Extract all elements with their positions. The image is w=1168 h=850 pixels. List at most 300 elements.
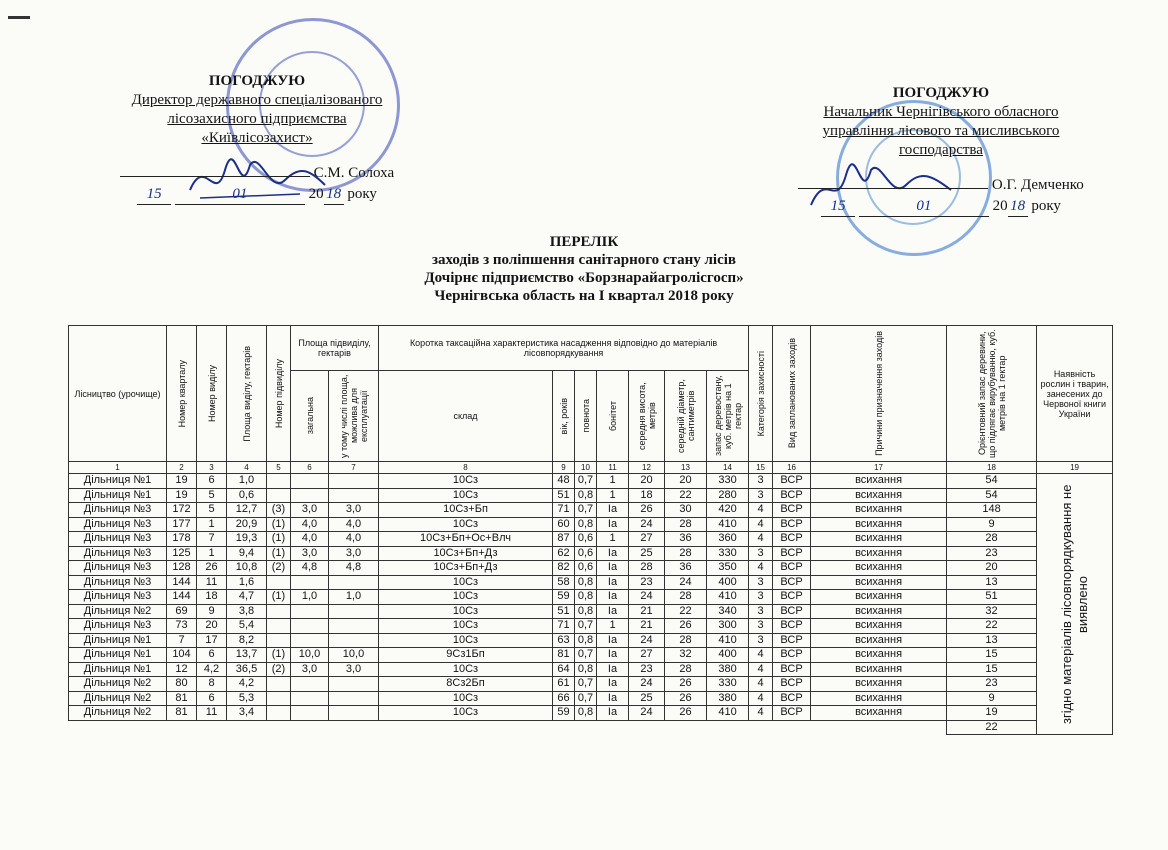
cell-age: 59 bbox=[553, 706, 575, 721]
cell-sub-exploit: 1,0 bbox=[329, 590, 379, 605]
cell-bonitet: Іа bbox=[597, 633, 629, 648]
cell-empty bbox=[197, 720, 227, 735]
cell-stock: 330 bbox=[707, 546, 749, 561]
cell-volume: 19 bbox=[947, 706, 1037, 721]
cell-area: 13,7 bbox=[227, 648, 267, 663]
cell-protection: 4 bbox=[749, 691, 773, 706]
cell-sub: (1) bbox=[267, 546, 291, 561]
cell-area: 10,8 bbox=[227, 561, 267, 576]
cell-measure: ВСР bbox=[773, 474, 811, 489]
table-row bbox=[69, 648, 1113, 663]
cell-quarter: 178 bbox=[167, 532, 197, 547]
column-number: 7 bbox=[329, 462, 379, 474]
redbook-note: згідно матеріалів лісовпорядкування не виявлено bbox=[1058, 484, 1090, 724]
cell-compartment: 11 bbox=[197, 575, 227, 590]
cell-area: 20,9 bbox=[227, 517, 267, 532]
cell-composition: 10Сз bbox=[379, 633, 553, 648]
cell-height: 23 bbox=[629, 575, 665, 590]
cell-quarter: 7 bbox=[167, 633, 197, 648]
cell-compartment: 1 bbox=[197, 517, 227, 532]
cell-composition: 10Сз+Бп bbox=[379, 503, 553, 518]
table-row-extra bbox=[69, 720, 1113, 735]
cell-density: 0,6 bbox=[575, 546, 597, 561]
cell-volume: 54 bbox=[947, 488, 1037, 503]
table-row bbox=[69, 546, 1113, 561]
cell-volume: 51 bbox=[947, 590, 1037, 605]
header-sub-area: Площа підвиділу, гектарів bbox=[291, 326, 379, 371]
cell-reason: всихання bbox=[811, 590, 947, 605]
header-protection: Категорія захисності bbox=[749, 326, 773, 462]
header-stock: запас деревостану, куб. метрів на 1 гектар bbox=[707, 371, 749, 462]
cell-age: 60 bbox=[553, 517, 575, 532]
header-composition: склад bbox=[379, 371, 553, 462]
cell-sub bbox=[267, 691, 291, 706]
cell-age: 81 bbox=[553, 648, 575, 663]
cell-bonitet: Іа bbox=[597, 561, 629, 576]
cell-density: 0,7 bbox=[575, 691, 597, 706]
column-number: 16 bbox=[773, 462, 811, 474]
cell-age: 58 bbox=[553, 575, 575, 590]
cell-sub-exploit: 4,0 bbox=[329, 532, 379, 547]
cell-volume: 20 bbox=[947, 561, 1037, 576]
table-row bbox=[69, 633, 1113, 648]
cell-sub-total bbox=[291, 677, 329, 692]
cell-quarter: 177 bbox=[167, 517, 197, 532]
cell-protection: 4 bbox=[749, 662, 773, 677]
cell-volume: 22 bbox=[947, 720, 1037, 735]
date-row-right bbox=[786, 197, 1096, 217]
cell-sub-exploit: 3,0 bbox=[329, 546, 379, 561]
cell-composition: 10Сз bbox=[379, 619, 553, 634]
cell-sub bbox=[267, 706, 291, 721]
cell-compartment: 17 bbox=[197, 633, 227, 648]
cell-protection: 4 bbox=[749, 561, 773, 576]
cell-reason: всихання bbox=[811, 474, 947, 489]
cell-reason: всихання bbox=[811, 619, 947, 634]
cell-bonitet: Іа bbox=[597, 590, 629, 605]
cell-age: 51 bbox=[553, 488, 575, 503]
cell-volume: 9 bbox=[947, 517, 1037, 532]
table-row bbox=[69, 619, 1113, 634]
cell-sub bbox=[267, 619, 291, 634]
document-title bbox=[300, 233, 868, 305]
cell-density: 0,8 bbox=[575, 662, 597, 677]
cell-measure: ВСР bbox=[773, 575, 811, 590]
column-number: 11 bbox=[597, 462, 629, 474]
cell-density: 0,8 bbox=[575, 488, 597, 503]
cell-stock: 280 bbox=[707, 488, 749, 503]
cell-sub: (1) bbox=[267, 590, 291, 605]
signer-name-left: С.М. Солоха bbox=[313, 165, 395, 181]
cell-sub-exploit bbox=[329, 706, 379, 721]
cell-stock: 420 bbox=[707, 503, 749, 518]
cell-sub-exploit bbox=[329, 677, 379, 692]
cell-stock: 400 bbox=[707, 575, 749, 590]
cell-stock: 380 bbox=[707, 691, 749, 706]
cell-diameter: 36 bbox=[665, 532, 707, 547]
cell-area: 12,7 bbox=[227, 503, 267, 518]
cell-quarter: 81 bbox=[167, 706, 197, 721]
cell-volume: 54 bbox=[947, 474, 1037, 489]
cell-measure: ВСР bbox=[773, 604, 811, 619]
cell-bonitet: Іа bbox=[597, 503, 629, 518]
approval-line1-left: Директор державного спеціалізованого bbox=[131, 92, 383, 108]
column-number: 14 bbox=[707, 462, 749, 474]
cell-age: 59 bbox=[553, 590, 575, 605]
cell-density: 0,8 bbox=[575, 633, 597, 648]
cell-sub-total: 3,0 bbox=[291, 546, 329, 561]
cell-sub-total: 4,0 bbox=[291, 532, 329, 547]
cell-volume: 13 bbox=[947, 633, 1037, 648]
cell-forestry: Дільниця №2 bbox=[69, 604, 167, 619]
cell-forestry: Дільниця №2 bbox=[69, 706, 167, 721]
cell-quarter: 80 bbox=[167, 677, 197, 692]
cell-quarter: 125 bbox=[167, 546, 197, 561]
cell-height: 21 bbox=[629, 604, 665, 619]
cell-reason: всихання bbox=[811, 561, 947, 576]
cell-quarter: 12 bbox=[167, 662, 197, 677]
cell-bonitet: Іа bbox=[597, 546, 629, 561]
cell-density: 0,8 bbox=[575, 517, 597, 532]
cell-area: 5,4 bbox=[227, 619, 267, 634]
cell-area: 4,7 bbox=[227, 590, 267, 605]
date-day-left: 15 bbox=[137, 185, 171, 205]
cell-composition: 10Сз bbox=[379, 575, 553, 590]
measures-table bbox=[68, 325, 1113, 735]
approval-heading-left: ПОГОДЖУЮ bbox=[208, 73, 306, 89]
cell-height: 24 bbox=[629, 633, 665, 648]
cell-sub bbox=[267, 604, 291, 619]
cell-measure: ВСР bbox=[773, 503, 811, 518]
cell-sub: (1) bbox=[267, 532, 291, 547]
cell-empty bbox=[665, 720, 707, 735]
cell-reason: всихання bbox=[811, 691, 947, 706]
cell-stock: 410 bbox=[707, 517, 749, 532]
cell-measure: ВСР bbox=[773, 619, 811, 634]
approval-line2-right: управління лісового та мисливського bbox=[822, 123, 1060, 139]
signature-blank-right bbox=[798, 174, 988, 189]
cell-sub-total bbox=[291, 633, 329, 648]
cell-sub-exploit bbox=[329, 474, 379, 489]
table-row bbox=[69, 488, 1113, 503]
column-number: 13 bbox=[665, 462, 707, 474]
cell-age: 61 bbox=[553, 677, 575, 692]
cell-sub-total bbox=[291, 691, 329, 706]
column-number: 1 bbox=[69, 462, 167, 474]
date-day-right: 15 bbox=[821, 197, 855, 217]
cell-volume: 22 bbox=[947, 619, 1037, 634]
cell-empty bbox=[167, 720, 197, 735]
cell-measure: ВСР bbox=[773, 517, 811, 532]
date-year-prefix-left: 20 bbox=[308, 186, 324, 202]
approval-line1-right: Начальник Чернігівського обласного bbox=[823, 104, 1059, 120]
cell-reason: всихання bbox=[811, 503, 947, 518]
cell-area: 3,8 bbox=[227, 604, 267, 619]
cell-protection: 3 bbox=[749, 590, 773, 605]
cell-sub: (1) bbox=[267, 648, 291, 663]
cell-protection: 4 bbox=[749, 517, 773, 532]
cell-quarter: 19 bbox=[167, 488, 197, 503]
cell-density: 0,8 bbox=[575, 706, 597, 721]
cell-diameter: 26 bbox=[665, 691, 707, 706]
cell-sub-exploit: 4,8 bbox=[329, 561, 379, 576]
cell-measure: ВСР bbox=[773, 633, 811, 648]
cell-sub-exploit bbox=[329, 488, 379, 503]
cell-protection: 4 bbox=[749, 648, 773, 663]
cell-quarter: 144 bbox=[167, 590, 197, 605]
date-year-prefix-right: 20 bbox=[992, 198, 1008, 214]
date-year-suffix-right: 18 bbox=[1008, 197, 1028, 217]
cell-density: 0,8 bbox=[575, 590, 597, 605]
cell-reason: всихання bbox=[811, 546, 947, 561]
cell-stock: 380 bbox=[707, 662, 749, 677]
header-forestry: Лісництво (урочище) bbox=[69, 326, 167, 462]
cell-bonitet: 1 bbox=[597, 474, 629, 489]
title-line1: ПЕРЕЛІК bbox=[549, 234, 619, 250]
cell-empty bbox=[379, 720, 553, 735]
cell-density: 0,7 bbox=[575, 474, 597, 489]
cell-height: 26 bbox=[629, 503, 665, 518]
cell-density: 0,8 bbox=[575, 575, 597, 590]
cell-height: 24 bbox=[629, 706, 665, 721]
cell-measure: ВСР bbox=[773, 648, 811, 663]
cell-forestry: Дільниця №3 bbox=[69, 619, 167, 634]
cell-measure: ВСР bbox=[773, 662, 811, 677]
cell-compartment: 5 bbox=[197, 488, 227, 503]
column-number: 9 bbox=[553, 462, 575, 474]
cell-area: 0,6 bbox=[227, 488, 267, 503]
cell-height: 24 bbox=[629, 590, 665, 605]
cell-composition: 10Сз+Бп+Дз bbox=[379, 561, 553, 576]
cell-empty bbox=[811, 720, 947, 735]
cell-area: 1,0 bbox=[227, 474, 267, 489]
cell-compartment: 9 bbox=[197, 604, 227, 619]
cell-sub: (3) bbox=[267, 503, 291, 518]
cell-forestry: Дільниця №3 bbox=[69, 517, 167, 532]
cell-sub-exploit bbox=[329, 575, 379, 590]
cell-age: 62 bbox=[553, 546, 575, 561]
cell-stock: 410 bbox=[707, 633, 749, 648]
cell-bonitet: Іа bbox=[597, 575, 629, 590]
cell-diameter: 28 bbox=[665, 590, 707, 605]
header-area: Площа виділу, гектарів bbox=[227, 326, 267, 462]
cell-height: 23 bbox=[629, 662, 665, 677]
redbook-note-cell bbox=[1037, 474, 1113, 735]
header-diameter: середній діаметр, сантиметрів bbox=[665, 371, 707, 462]
approval-block-right bbox=[786, 84, 1096, 217]
cell-quarter: 73 bbox=[167, 619, 197, 634]
cell-forestry: Дільниця №3 bbox=[69, 546, 167, 561]
cell-reason: всихання bbox=[811, 575, 947, 590]
cell-composition: 10Сз bbox=[379, 488, 553, 503]
cell-reason: всихання bbox=[811, 662, 947, 677]
cell-compartment: 8 bbox=[197, 677, 227, 692]
cell-empty bbox=[291, 720, 329, 735]
cell-density: 0,6 bbox=[575, 532, 597, 547]
cell-sub: (2) bbox=[267, 662, 291, 677]
cell-protection: 3 bbox=[749, 488, 773, 503]
cell-age: 66 bbox=[553, 691, 575, 706]
cell-area: 4,2 bbox=[227, 677, 267, 692]
cell-height: 24 bbox=[629, 677, 665, 692]
approval-line3-right: господарства bbox=[899, 142, 983, 158]
cell-density: 0,7 bbox=[575, 619, 597, 634]
approval-block-left bbox=[92, 72, 422, 205]
cell-age: 87 bbox=[553, 532, 575, 547]
cell-sub-total bbox=[291, 474, 329, 489]
cell-sub: (1) bbox=[267, 517, 291, 532]
cell-bonitet: Іа bbox=[597, 648, 629, 663]
cell-measure: ВСР bbox=[773, 561, 811, 576]
cell-compartment: 1 bbox=[197, 546, 227, 561]
approval-line3-left: «Київлісозахист» bbox=[201, 130, 313, 146]
cell-forestry: Дільниця №1 bbox=[69, 474, 167, 489]
cell-empty bbox=[267, 720, 291, 735]
cell-sub bbox=[267, 474, 291, 489]
cell-sub bbox=[267, 677, 291, 692]
cell-stock: 350 bbox=[707, 561, 749, 576]
cell-compartment: 5 bbox=[197, 503, 227, 518]
date-year-suffix-left: 18 bbox=[324, 185, 344, 205]
approval-line2-left: лісозахисного підприємства bbox=[167, 111, 347, 127]
cell-sub-total: 3,0 bbox=[291, 503, 329, 518]
column-number: 3 bbox=[197, 462, 227, 474]
cell-diameter: 28 bbox=[665, 546, 707, 561]
cell-measure: ВСР bbox=[773, 488, 811, 503]
cell-empty bbox=[597, 720, 629, 735]
cell-sub-exploit bbox=[329, 619, 379, 634]
cell-volume: 23 bbox=[947, 546, 1037, 561]
cell-protection: 4 bbox=[749, 677, 773, 692]
header-taxation: Коротка таксаційна характеристика насадження відповідно до матеріалів лісовпорядкування bbox=[379, 326, 749, 371]
header-bonitet: бонітет bbox=[597, 371, 629, 462]
cell-age: 82 bbox=[553, 561, 575, 576]
approval-heading-right: ПОГОДЖУЮ bbox=[892, 85, 990, 101]
header-measure: Вид запланованих заходів bbox=[773, 326, 811, 462]
cell-height: 20 bbox=[629, 474, 665, 489]
cell-quarter: 69 bbox=[167, 604, 197, 619]
cell-sub bbox=[267, 488, 291, 503]
cell-protection: 3 bbox=[749, 619, 773, 634]
cell-protection: 3 bbox=[749, 474, 773, 489]
header-sub: Номер підвиділу bbox=[267, 326, 291, 462]
cell-sub-exploit bbox=[329, 604, 379, 619]
table-row bbox=[69, 691, 1113, 706]
cell-protection: 3 bbox=[749, 575, 773, 590]
signature-blank-left bbox=[120, 162, 310, 177]
cell-diameter: 28 bbox=[665, 662, 707, 677]
column-number: 5 bbox=[267, 462, 291, 474]
cell-sub bbox=[267, 633, 291, 648]
table-row bbox=[69, 662, 1113, 677]
cell-sub-total bbox=[291, 488, 329, 503]
cell-composition: 10Сз bbox=[379, 691, 553, 706]
cell-volume: 23 bbox=[947, 677, 1037, 692]
cell-protection: 3 bbox=[749, 546, 773, 561]
cell-empty bbox=[749, 720, 773, 735]
cell-age: 48 bbox=[553, 474, 575, 489]
cell-forestry: Дільниця №1 bbox=[69, 633, 167, 648]
column-number: 2 bbox=[167, 462, 197, 474]
header-height: середня висота, метрів bbox=[629, 371, 665, 462]
header-sub-exploit: у тому числі площа, можлива для експлуатації bbox=[329, 371, 379, 462]
cell-composition: 8Сз2Бп bbox=[379, 677, 553, 692]
title-line3: Дочірнє підприємство «Борзнарайагролісгосп» bbox=[424, 270, 744, 286]
cell-empty bbox=[629, 720, 665, 735]
cell-forestry: Дільниця №3 bbox=[69, 561, 167, 576]
cell-density: 0,6 bbox=[575, 561, 597, 576]
cell-sub-exploit: 10,0 bbox=[329, 648, 379, 663]
cell-stock: 410 bbox=[707, 706, 749, 721]
cell-area: 3,4 bbox=[227, 706, 267, 721]
cell-composition: 10Сз bbox=[379, 604, 553, 619]
cell-height: 28 bbox=[629, 561, 665, 576]
cell-protection: 4 bbox=[749, 706, 773, 721]
cell-compartment: 6 bbox=[197, 691, 227, 706]
cell-age: 71 bbox=[553, 503, 575, 518]
cell-sub-total: 1,0 bbox=[291, 590, 329, 605]
cell-bonitet: 1 bbox=[597, 619, 629, 634]
column-number-row bbox=[69, 462, 1113, 474]
table-row bbox=[69, 474, 1113, 489]
header-age: вік, років bbox=[553, 371, 575, 462]
cell-area: 19,3 bbox=[227, 532, 267, 547]
header-volume: Орієнтовний запас деревини, що підлягає вирубуванню, куб. метрів на 1 гектар bbox=[947, 326, 1037, 462]
cell-measure: ВСР bbox=[773, 590, 811, 605]
cell-stock: 400 bbox=[707, 648, 749, 663]
cell-compartment: 20 bbox=[197, 619, 227, 634]
cell-composition: 10Сз bbox=[379, 662, 553, 677]
cell-bonitet: Іа bbox=[597, 691, 629, 706]
signature-row-left bbox=[92, 162, 422, 183]
cell-sub bbox=[267, 575, 291, 590]
cell-reason: всихання bbox=[811, 488, 947, 503]
cell-height: 21 bbox=[629, 619, 665, 634]
date-month-left: 01 bbox=[175, 185, 305, 205]
cell-measure: ВСР bbox=[773, 691, 811, 706]
cell-bonitet: Іа bbox=[597, 706, 629, 721]
cell-volume: 9 bbox=[947, 691, 1037, 706]
cell-sub-total bbox=[291, 706, 329, 721]
cell-compartment: 6 bbox=[197, 648, 227, 663]
cell-sub-total: 10,0 bbox=[291, 648, 329, 663]
header-compartment: Номер виділу bbox=[197, 326, 227, 462]
cell-sub-exploit: 3,0 bbox=[329, 662, 379, 677]
cell-forestry: Дільниця №3 bbox=[69, 575, 167, 590]
cell-sub-total bbox=[291, 604, 329, 619]
cell-protection: 4 bbox=[749, 532, 773, 547]
cell-height: 25 bbox=[629, 546, 665, 561]
cell-quarter: 104 bbox=[167, 648, 197, 663]
table-row bbox=[69, 575, 1113, 590]
signature-row-right bbox=[786, 174, 1096, 195]
cell-sub-total bbox=[291, 619, 329, 634]
cell-measure: ВСР bbox=[773, 532, 811, 547]
cell-sub-exploit: 4,0 bbox=[329, 517, 379, 532]
cell-height: 25 bbox=[629, 691, 665, 706]
cell-stock: 330 bbox=[707, 677, 749, 692]
cell-height: 18 bbox=[629, 488, 665, 503]
cell-age: 51 bbox=[553, 604, 575, 619]
table-row bbox=[69, 517, 1113, 532]
cell-diameter: 36 bbox=[665, 561, 707, 576]
cell-density: 0,7 bbox=[575, 648, 597, 663]
cell-density: 0,8 bbox=[575, 604, 597, 619]
date-word-left: року bbox=[347, 186, 377, 202]
cell-age: 64 bbox=[553, 662, 575, 677]
cell-volume: 13 bbox=[947, 575, 1037, 590]
cell-bonitet: Іа bbox=[597, 662, 629, 677]
